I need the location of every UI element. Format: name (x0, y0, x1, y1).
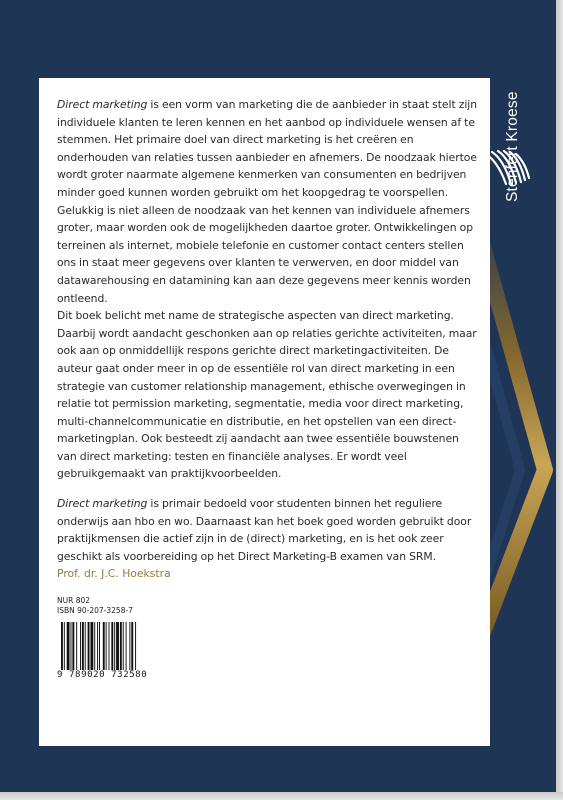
description-text-1: is een vorm van marketing die de aanbieder in staat stelt zijn individuele klanten te leren kennen en het aanbod op individuele wensen af te stemmen. Het primaire doel van direct marketing is het creëren en onderhouden van relaties tussen aanbieder en afnemers. De noodzaak hiertoe wordt groter naarmate algemene kenmerken van consumenten en bedrijven minder goed kunnen worden gebruikt om het koopgedrag te voorspellen. Gelukkig is niet alleen de noodzaak van het kennen van individuele afnemers groter, maar worden ook de mogelijkheden daartoe groter. Ontwikkelingen op terreinen als internet, mobiele telefonie en customer contact centers stellen ons in staat meer gegevens over klanten te verwerven, en door middel van datawarehousing en datamining kan aan deze gegevens meer kennis worden ontleend. (57, 98, 478, 305)
book-title-italic-2: Direct marketing (57, 497, 148, 511)
publisher-name: Stenfert Kroese (504, 91, 521, 202)
book-title-italic: Direct marketing (57, 98, 148, 111)
description-text-3: is primair bedoeld voor studenten binnen het reguliere onderwijs aan hbo en wo. Daarnaast kan het boek goed worden gebruikt door praktijkmensen die actief zijn in de (direct) marketing, en is het ook zeer geschikt als voorbereiding op het Direct Marketing-B examen van SRM. (57, 497, 472, 563)
barcode-number: 9 789020 732580 (57, 670, 148, 681)
page-edge-right (556, 0, 563, 800)
page-edge-bottom (0, 792, 563, 800)
author-name: Prof. dr. J.C. Hoekstra (57, 567, 171, 581)
book-meta (57, 596, 480, 616)
description-paragraph-3 (57, 495, 480, 565)
barcode (57, 622, 169, 682)
description-paragraph-2: Dit boek belicht met name de strategische aspecten van direct marketing. Daarbij wordt aandacht geschonken aan op relaties gerichte activiteiten, maar ook aan op onmiddellijk respons gerichte direct marketingactiviteiten. De auteur gaat onder meer in op de essentiële rol van direct marketing in een strategie van customer relationship management, ethische overwegingen in relatie tot permission marketing, segmentatie, media voor direct marketing, multi-channelcommunicatie en distributie, en het opstellen van een direct-marketingplan. Ook besteedt zij aandacht aan twee essentiële bouwstenen van direct marketing: testen en financiële analyses. Er wordt veel gebruikgemaakt van praktijkvoorbeelden. (57, 309, 477, 481)
nur-code: NUR 802 (57, 596, 91, 606)
isbn-number: ISBN 90-207-3258-7 (57, 606, 133, 616)
back-text-panel (39, 78, 490, 746)
description-paragraph-1 (57, 96, 480, 307)
barcode-bars (57, 622, 169, 672)
